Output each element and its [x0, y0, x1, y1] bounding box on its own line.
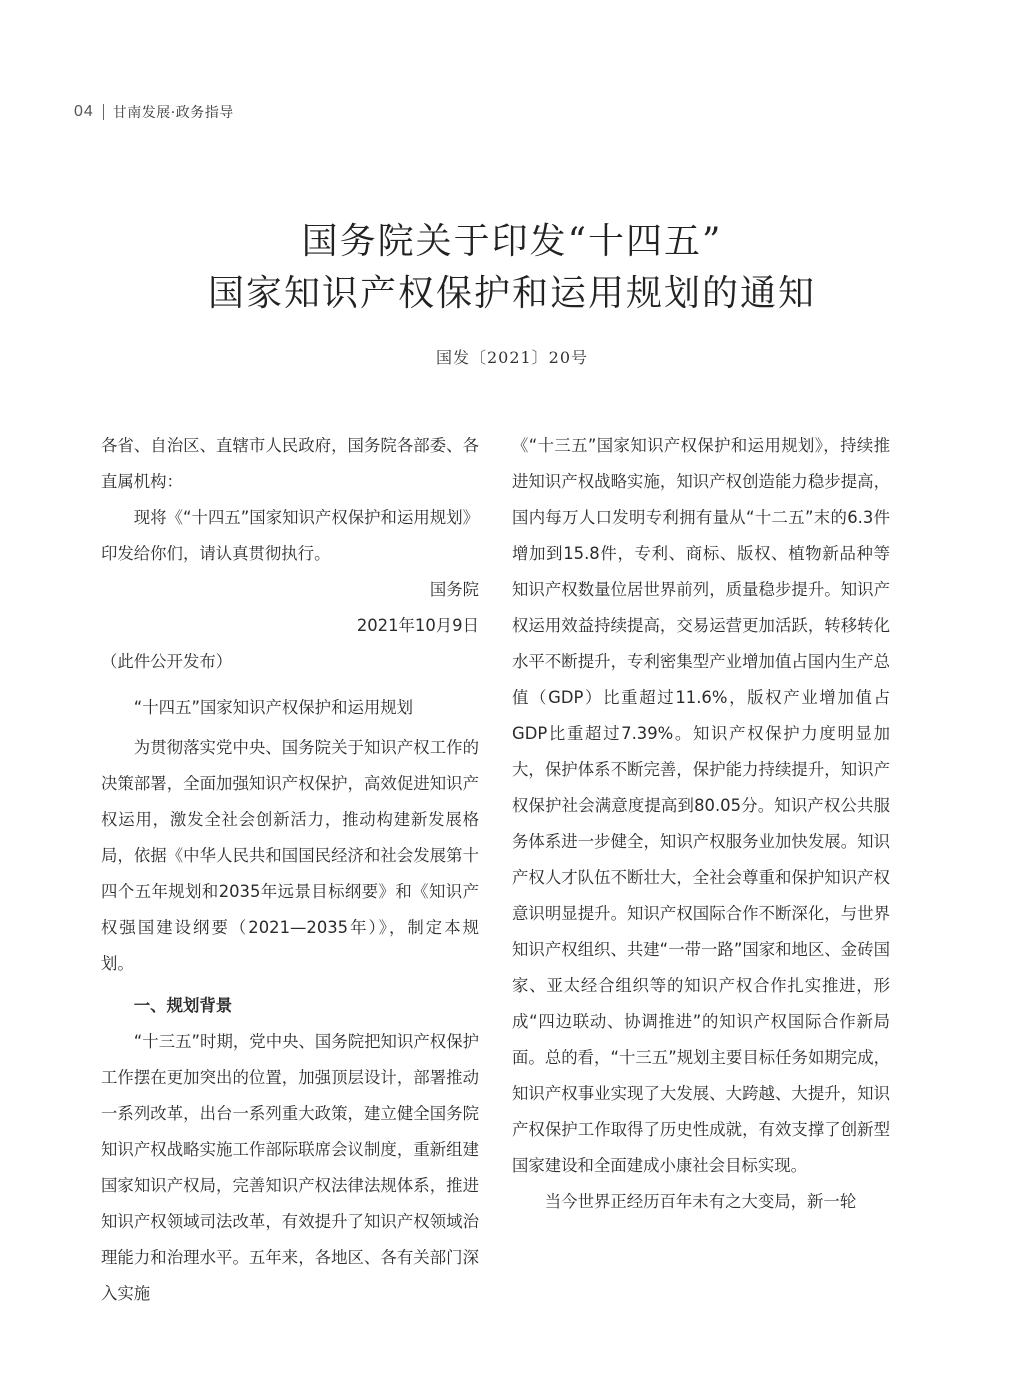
journal-name: 甘南发展·政务指导 [112, 105, 234, 121]
section-paragraph: “十三五”时期，党中央、国务院把知识产权保护工作摆在更加突出的位置，加强顶层设计，部署推动一系列改革，出台一系列重大政策，建立健全国务院知识产权战略实施工作部际联席会议制度，重新组建国家知识产权局，完善知识产权法律法规体系，推进知识产权领域司法改革，有效提升了知识产权领域治理能力和治理水平。五年来，各地区、各有关部门深入实施 [101, 1032, 479, 1303]
title-line-2: 国家知识产权保护和运用规划的通知 [207, 273, 816, 314]
left-column [101, 428, 479, 1312]
title-line-1: 国务院关于印发“十四五” [301, 221, 723, 262]
issuer-signature: 国务院 [429, 580, 479, 599]
section-heading: 一、规划背景 [133, 996, 233, 1015]
addressee: 各省、自治区、直辖市人民政府，国务院各部委、各直属机构： [101, 436, 479, 491]
next-paragraph: 当今世界正经历百年未有之大变局，新一轮 [544, 1192, 857, 1211]
document-number: 国发〔2021〕20号 [435, 348, 589, 367]
plan-intro: 为贯彻落实党中央、国务院关于知识产权工作的决策部署，全面加强知识产权保护，高效促进知识产权运用，激发全社会创新活力，推动构建新发展格局，依据《中华人民共和国国民经济和社会发展第十四个五年规划和2035年远景目标纲要》和《知识产权强国建设纲要（2021—2035年）》，制定本规划。 [101, 738, 479, 973]
notice-body: 现将《“十四五”国家知识产权保护和运用规划》印发给你们，请认真贯彻执行。 [101, 508, 479, 563]
issue-date: 2021年10月9日 [356, 616, 479, 635]
plan-title: “十四五”国家知识产权保护和运用规划 [133, 698, 414, 717]
page-number: 04 [74, 103, 94, 120]
publication-note: （此件公开发布） [101, 652, 233, 671]
document-title [0, 216, 1024, 320]
right-column [512, 428, 890, 1220]
running-header [74, 98, 234, 126]
continued-paragraph: 《“十三五”国家知识产权保护和运用规划》，持续推进知识产权战略实施，知识产权创造能力稳步提高，国内每万人口发明专利拥有量从“十二五”末的6.3件增加到15.8件，专利、商标、版权、植物新品种等知识产权数量位居世界前列，质量稳步提升。知识产权运用效益持续提高，交易运营更加活跃，转移转化水平不断提升，专利密集型产业增加值占国内生产总值（GDP）比重超过11.6%，版权产业增加值占GDP比重超过7.39%。知识产权保护力度明显加大，保护体系不断完善，保护能力持续提升，知识产权保护社会满意度提高到80.05分。知识产权公共服务体系进一步健全，知识产权服务业加快发展。知识产权人才队伍不断壮大，全社会尊重和保护知识产权意识明显提升。知识产权国际合作不断深化，与世界知识产权组织、共建“一带一路”国家和地区、金砖国家、亚太经合组织等的知识产权合作扎实推进，形成“四边联动、协调推进”的知识产权国际合作新局面。总的看，“十三五”规划主要目标任务如期完成，知识产权事业实现了大发展、大跨越、大提升，知识产权保护工作取得了历史性成就，有效支撑了创新型国家建设和全面建成小康社会目标实现。 [512, 436, 890, 1175]
header-divider [103, 104, 104, 120]
